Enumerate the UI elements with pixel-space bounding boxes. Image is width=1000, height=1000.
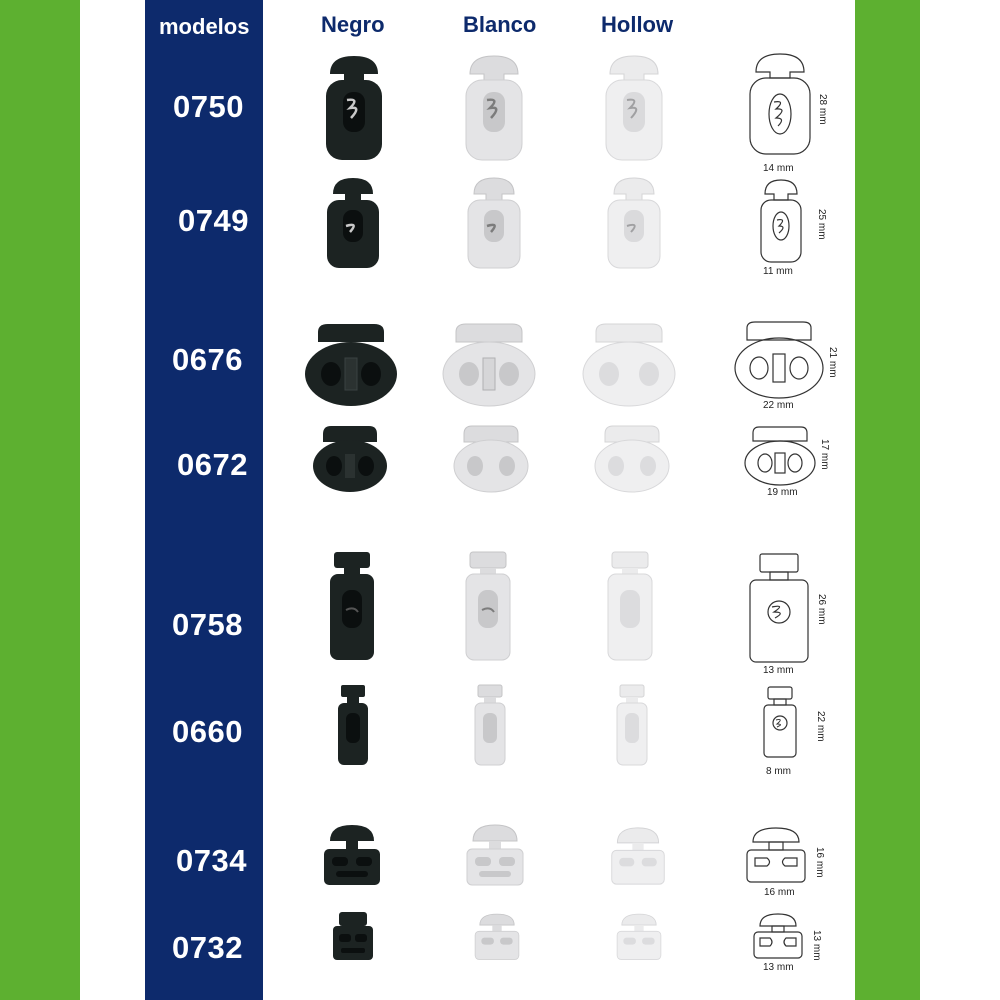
technical-drawing-0660 [760, 685, 800, 759]
cord-lock-0758-negro [326, 550, 378, 662]
cord-lock-0660-blanco [472, 683, 508, 767]
cord-lock-0758-blanco [462, 550, 514, 662]
cord-lock-0676-hollow [580, 322, 678, 408]
technical-drawing-0676 [733, 320, 825, 400]
dimension-height-0758: 26 mm [816, 594, 827, 625]
model-code-0732: 0732 [172, 930, 243, 965]
technical-drawing-0758 [748, 552, 810, 664]
cord-lock-0660-hollow [614, 683, 650, 767]
model-code-0660: 0660 [172, 714, 243, 749]
left-green-stripe [0, 0, 80, 1000]
technical-drawing-0734 [745, 826, 807, 884]
cord-lock-0660-negro [335, 683, 371, 767]
dimension-width-0660: 8 mm [766, 766, 791, 777]
cord-lock-0732-blanco [472, 908, 522, 964]
dimension-height-0660: 22 mm [815, 711, 826, 742]
cord-lock-0750-hollow [600, 52, 668, 164]
cord-lock-0732-hollow [614, 908, 664, 964]
model-code-0676: 0676 [172, 342, 243, 377]
cord-lock-0676-blanco [440, 322, 538, 408]
cord-lock-0734-hollow [608, 826, 668, 886]
column-header-blanco: Blanco [463, 12, 537, 37]
column-header-negro: Negro [321, 12, 385, 37]
technical-drawing-0750 [746, 52, 814, 158]
technical-drawing-0749 [757, 178, 805, 264]
model-code-0750: 0750 [173, 89, 244, 124]
model-code-0672: 0672 [177, 447, 248, 482]
cord-lock-0734-negro [320, 823, 384, 887]
dimension-height-0749: 25 mm [816, 209, 827, 240]
cord-lock-0676-negro [302, 322, 400, 408]
cord-lock-0732-negro [331, 910, 375, 962]
dimension-width-0758: 13 mm [763, 665, 794, 676]
cord-lock-0672-blanco [452, 424, 530, 494]
cord-lock-0749-hollow [604, 176, 664, 270]
dimension-height-0676: 21 mm [827, 347, 838, 378]
model-code-0734: 0734 [176, 843, 247, 878]
dimension-height-0672: 17 mm [819, 439, 830, 470]
models-header: modelos [159, 14, 250, 39]
cord-lock-0672-negro [311, 424, 389, 494]
model-code-0758: 0758 [172, 607, 243, 642]
cord-lock-0758-hollow [604, 550, 656, 662]
dimension-height-0734: 16 mm [814, 847, 825, 878]
dimension-width-0734: 16 mm [764, 887, 795, 898]
dimension-width-0750: 14 mm [763, 163, 794, 174]
cord-lock-0734-blanco [463, 823, 527, 887]
technical-drawing-0732 [752, 912, 804, 960]
dimension-width-0676: 22 mm [763, 400, 794, 411]
cord-lock-0750-blanco [460, 52, 528, 164]
technical-drawing-0672 [743, 425, 817, 487]
column-header-hollow: Hollow [601, 12, 674, 37]
dimension-width-0749: 11 mm [763, 266, 793, 277]
right-green-stripe [855, 0, 920, 1000]
dimension-width-0672: 19 mm [767, 487, 798, 498]
dimension-width-0732: 13 mm [763, 962, 794, 973]
cord-lock-0750-negro [320, 52, 388, 164]
cord-lock-0672-hollow [593, 424, 671, 494]
dimension-height-0750: 28 mm [817, 94, 828, 125]
dimension-height-0732: 13 mm [811, 930, 822, 961]
cord-lock-0749-blanco [464, 176, 524, 270]
model-code-0749: 0749 [178, 203, 249, 238]
cord-lock-0749-negro [323, 176, 383, 270]
